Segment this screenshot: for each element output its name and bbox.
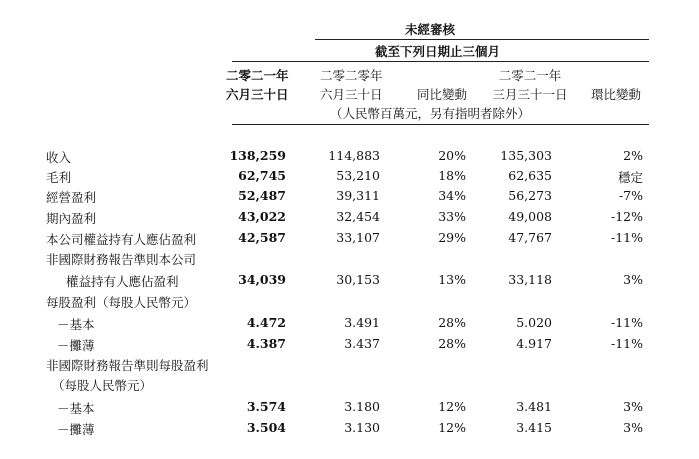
cell-yoy: 28% <box>438 315 466 330</box>
cell-qoq: -12% <box>610 209 643 224</box>
cell-q1-2021: 47,767 <box>508 230 552 245</box>
cell-q1-2021: 5.020 <box>516 315 552 330</box>
period-title: 未經審核 <box>405 22 456 37</box>
cell-q2-2021: 138,259 <box>229 148 286 163</box>
cell-qoq: -7% <box>618 188 643 203</box>
col-header-qoq: 環比變動 <box>590 87 641 102</box>
cell-yoy: 18% <box>438 168 466 183</box>
row-label-operating-profit: 經營盈利 <box>46 190 97 205</box>
cell-q1-2021: 3.481 <box>516 399 552 414</box>
cell-q1-2021: 49,008 <box>508 209 552 224</box>
period-subtitle: 截至下列日期止三個月 <box>375 44 501 59</box>
row-label-nonifrs-eps-diluted: －攤薄 <box>57 422 95 437</box>
cell-qoq: 3% <box>623 399 643 414</box>
cell-qoq: -11% <box>610 315 643 330</box>
cell-qoq: -11% <box>610 230 643 245</box>
cell-q2-2020: 39,311 <box>336 188 380 203</box>
cell-q2-2021: 62,745 <box>238 168 286 183</box>
unit-note: （人民幣百萬元，另有指明者除外） <box>330 106 531 121</box>
cell-q2-2021: 52,487 <box>238 188 286 203</box>
cell-yoy: 12% <box>438 399 466 414</box>
cell-yoy: 28% <box>438 336 466 351</box>
cell-q2-2020: 3.180 <box>344 399 380 414</box>
cell-yoy: 20% <box>438 148 466 163</box>
cell-q1-2021: 3.415 <box>516 420 552 435</box>
cell-qoq: 穩定 <box>617 170 643 185</box>
header-rule-top <box>315 39 649 40</box>
col-header-2021-mar-line1: 二零二一年 <box>498 68 562 83</box>
col-header-yoy: 同比變動 <box>416 87 467 102</box>
row-label-nonifrs-attrib-line2: 權益持有人應佔盈利 <box>66 274 179 289</box>
row-label-eps-section: 每股盈利（每股人民幣元） <box>46 295 197 310</box>
row-label-revenue: 收入 <box>46 150 72 165</box>
row-label-nonifrs-eps-line1: 非國際財務報告準則每股盈利 <box>46 358 209 373</box>
cell-q2-2021: 34,039 <box>238 272 286 287</box>
cell-qoq: 2% <box>623 148 643 163</box>
cell-q1-2021: 135,303 <box>500 148 552 163</box>
row-label-period-profit: 期內盈利 <box>46 211 97 226</box>
col-header-2020-jun-line1: 二零二零年 <box>320 68 383 83</box>
row-label-nonifrs-eps-line2: （每股人民幣元） <box>52 378 153 393</box>
cell-q1-2021: 56,273 <box>508 188 552 203</box>
cell-q2-2020: 32,454 <box>336 209 380 224</box>
col-header-2021-jun-line2: 六月三十日 <box>226 87 289 102</box>
row-label-eps-basic: －基本 <box>57 317 95 332</box>
row-label-gross-profit: 毛利 <box>46 170 72 185</box>
col-header-2021-jun-line1: 二零二一年 <box>226 68 289 83</box>
col-header-2020-jun-line2: 六月三十日 <box>320 87 383 102</box>
cell-q2-2020: 53,210 <box>336 168 380 183</box>
cell-q2-2021: 42,587 <box>238 230 286 245</box>
row-label-attributable-profit: 本公司權益持有人應佔盈利 <box>46 232 197 247</box>
header-rule-mid <box>232 61 649 62</box>
cell-q1-2021: 33,118 <box>508 272 552 287</box>
cell-qoq: 3% <box>623 272 643 287</box>
cell-yoy: 29% <box>438 230 466 245</box>
cell-q2-2020: 3.437 <box>344 336 380 351</box>
col-header-2021-mar-line2: 三月三十一日 <box>492 87 568 102</box>
cell-q2-2020: 3.491 <box>344 315 380 330</box>
cell-q2-2020: 3.130 <box>344 420 380 435</box>
cell-qoq: -11% <box>610 336 643 351</box>
cell-q2-2021: 43,022 <box>238 209 286 224</box>
cell-yoy: 34% <box>438 188 466 203</box>
row-label-nonifrs-eps-basic: －基本 <box>57 401 95 416</box>
row-label-eps-diluted: －攤薄 <box>57 338 95 353</box>
cell-q1-2021: 4.917 <box>516 336 552 351</box>
cell-q2-2020: 114,883 <box>328 148 380 163</box>
cell-yoy: 33% <box>438 209 466 224</box>
cell-q2-2021: 3.574 <box>246 399 286 414</box>
header-rule-bottom <box>232 124 649 125</box>
cell-q2-2021: 4.472 <box>246 315 286 330</box>
cell-q2-2020: 30,153 <box>336 272 380 287</box>
cell-q2-2021: 3.504 <box>246 420 286 435</box>
cell-yoy: 13% <box>438 272 466 287</box>
cell-yoy: 12% <box>438 420 466 435</box>
cell-q1-2021: 62,635 <box>508 168 552 183</box>
row-label-nonifrs-attrib-line1: 非國際財務報告準則本公司 <box>46 252 197 267</box>
cell-qoq: 3% <box>623 420 643 435</box>
cell-q2-2020: 33,107 <box>336 230 380 245</box>
cell-q2-2021: 4.387 <box>246 336 286 351</box>
